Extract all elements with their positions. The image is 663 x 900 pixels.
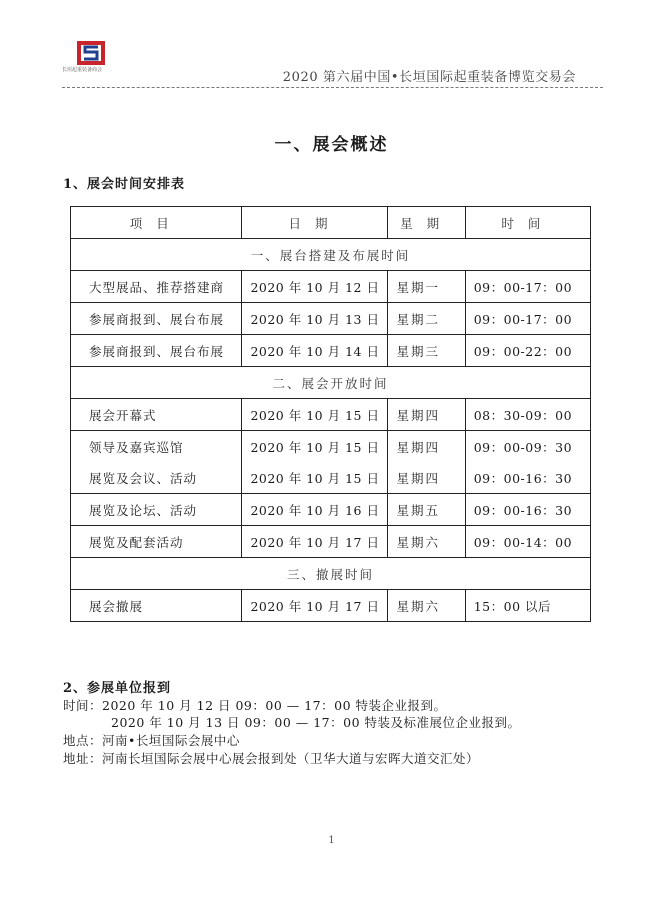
cell-time: 09：00-22：00 — [465, 335, 590, 367]
registration-location: 地点：河南•长垣国际会展中心 — [63, 733, 240, 748]
table-row — [71, 526, 591, 558]
cell-weekday: 星期五 — [388, 494, 465, 526]
cell-item: 领导及嘉宾巡馆 — [71, 431, 242, 463]
cell-item: 展览及论坛、活动 — [71, 494, 242, 526]
cell-date: 2020 年 10 月 17 日 — [242, 590, 388, 622]
table-row — [71, 335, 591, 367]
column-header: 时间 — [465, 207, 590, 239]
schedule-table — [70, 206, 591, 622]
registration-time-line-1: 时间：2020 年 10 月 12 日 09：00 — 17：00 特装企业报到。 — [63, 698, 447, 713]
cell-weekday: 星期四 — [388, 431, 465, 463]
column-header: 星期 — [388, 207, 465, 239]
cell-time: 09：00-09：30 — [465, 431, 590, 463]
cell-time: 09：00-17：00 — [465, 303, 590, 335]
cell-time: 09：00-16：30 — [465, 494, 590, 526]
cell-date: 2020 年 10 月 17 日 — [242, 526, 388, 558]
table-row — [71, 431, 591, 463]
table-row — [71, 494, 591, 526]
group-title: 一、展台搭建及布展时间 — [71, 239, 591, 271]
cell-item: 大型展品、推荐搭建商 — [71, 271, 242, 303]
cell-date: 2020 年 10 月 14 日 — [242, 335, 388, 367]
cell-weekday: 星期四 — [388, 462, 465, 494]
cell-weekday: 星期四 — [388, 399, 465, 431]
table-row — [71, 303, 591, 335]
cell-date: 2020 年 10 月 15 日 — [242, 399, 388, 431]
cell-item: 参展商报到、展台布展 — [71, 303, 242, 335]
table-row — [71, 399, 591, 431]
cell-weekday: 星期一 — [388, 271, 465, 303]
page-number: 1 — [328, 835, 335, 846]
table-row — [71, 271, 591, 303]
group-row — [71, 558, 591, 590]
logo-caption: 长垣起重装备商会 — [62, 67, 103, 73]
cell-time: 09：00-17：00 — [465, 271, 590, 303]
header-divider — [62, 87, 603, 88]
cell-weekday: 星期三 — [388, 335, 465, 367]
cell-date: 2020 年 10 月 15 日 — [242, 431, 388, 463]
document-header-title: 2020 第六届中国•长垣国际起重装备博览交易会 — [282, 70, 576, 85]
cell-item: 展会撤展 — [71, 590, 242, 622]
registration-time-line-2: 2020 年 10 月 13 日 09：00 — 17：00 特装及标准展位企业报到。 — [111, 715, 521, 730]
cell-item: 参展商报到、展台布展 — [71, 335, 242, 367]
cell-weekday: 星期六 — [388, 590, 465, 622]
cell-item: 展会开幕式 — [71, 399, 242, 431]
chamber-logo-icon — [76, 40, 106, 66]
group-row — [71, 239, 591, 271]
section-title: 一、展会概述 — [274, 135, 389, 155]
cell-date: 2020 年 10 月 12 日 — [242, 271, 388, 303]
cell-date: 2020 年 10 月 16 日 — [242, 494, 388, 526]
cell-item: 展览及会议、活动 — [71, 462, 242, 494]
table-row — [71, 462, 591, 494]
group-title: 二、展会开放时间 — [71, 367, 591, 399]
cell-weekday: 星期二 — [388, 303, 465, 335]
group-title: 三、撤展时间 — [71, 558, 591, 590]
table-header-row — [71, 207, 591, 239]
table-row — [71, 590, 591, 622]
cell-item: 展览及配套活动 — [71, 526, 242, 558]
cell-time: 15：00 以后 — [465, 590, 590, 622]
group-row — [71, 367, 591, 399]
cell-time: 09：00-16：30 — [465, 462, 590, 494]
schedule-heading: 1、展会时间安排表 — [63, 177, 186, 192]
cell-weekday: 星期六 — [388, 526, 465, 558]
column-header: 项目 — [71, 207, 242, 239]
cell-time: 09：00-14：00 — [465, 526, 590, 558]
page-header — [62, 38, 602, 84]
cell-date: 2020 年 10 月 13 日 — [242, 303, 388, 335]
column-header: 日期 — [242, 207, 388, 239]
cell-time: 08：30-09：00 — [465, 399, 590, 431]
cell-date: 2020 年 10 月 15 日 — [242, 462, 388, 494]
registration-address: 地址：河南长垣国际会展中心展会报到处（卫华大道与宏晖大道交汇处） — [63, 751, 480, 766]
registration-heading: 2、参展单位报到 — [63, 681, 172, 696]
